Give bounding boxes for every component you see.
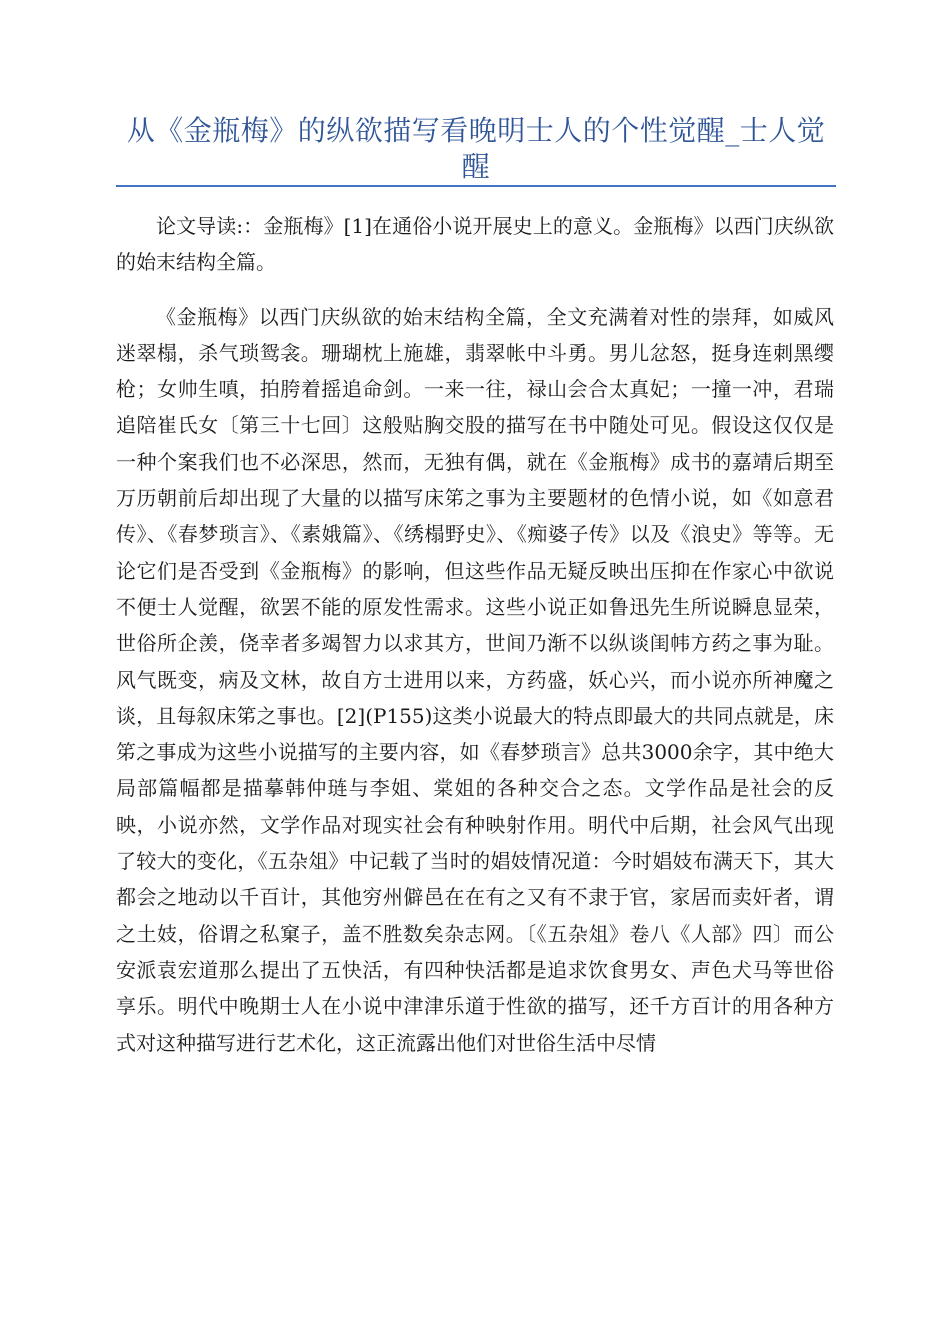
title-underline: [116, 185, 836, 187]
body-paragraph: 《金瓶梅》以西门庆纵欲的始末结构全篇，全文充满着对性的崇拜，如威风迷翠榻，杀气琐鸳衾。珊瑚枕上施雄，翡翠帐中斗勇。男儿忿怒，挺身连刺黑缨枪；女帅生嗔，拍胯着摇追命剑。一来一往，禄山会合太真妃；一撞一冲，君瑞追陪崔氏女〔第三十七回〕这般贴胸交股的描写在书中随处可见。假设这仅仅是一种个案我们也不必深思，然而，无独有偶，就在《金瓶梅》成书的嘉靖后期至万历朝前后却出现了大量的以描写床笫之事为主要题材的色情小说，如《如意君传》、《春梦琐言》、《素娥篇》、《绣榻野史》、《痴婆子传》以及《浪史》等等。无论它们是否受到《金瓶梅》的影响，但这些作品无疑反映出压抑在作家心中欲说不便士人觉醒，欲罢不能的原发性需求。这些小说正如鲁迅先生所说瞬息显荣，世俗所企羡，侥幸者多竭智力以求其方，世间乃渐不以纵谈闺帏方药之事为耻。风气既变，病及文林，故自方士进用以来，方药盛，妖心兴，而小说亦所神魔之谈，且每叙床笫之事也。[2](P155)这类小说最大的特点即最大的共同点就是，床笫之事成为这些小说描写的主要内容，如《春梦琐言》总共3000余字，其中绝大局部篇幅都是描摹韩仲琏与李姐、棠姐的各种交合之态。文学作品是社会的反映，小说亦然，文学作品对现实社会有种映射作用。明代中后期，社会风气出现了较大的变化，《五杂俎》中记载了当时的娼妓情况道：今时娼妓布满天下，其大都会之地动以千百计，其他穷州僻邑在在有之又有不隶于官，家居而卖奸者，谓之土妓，俗谓之私窠子，盖不胜数矣杂志网。〔《五杂俎》卷八《人部》四〕而公安派袁宏道那么提出了五快活，有四种快活都是追求饮食男女、声色犬马等世俗享乐。明代中晚期士人在小说中津津乐道于性欲的描写，还千方百计的用各种方式对这种描写进行艺术化，这正流露出他们对世俗生活中尽情: [116, 304, 834, 1055]
document-title: 从《金瓶梅》的纵欲描写看晚明士人的个性觉醒_士人觉醒: [126, 114, 826, 183]
abstract-paragraph: 论文导读:：金瓶梅》[1]在通俗小说开展史上的意义。金瓶梅》以西门庆纵欲的始末结构全篇。: [116, 214, 834, 275]
document-body: [116, 208, 834, 1061]
